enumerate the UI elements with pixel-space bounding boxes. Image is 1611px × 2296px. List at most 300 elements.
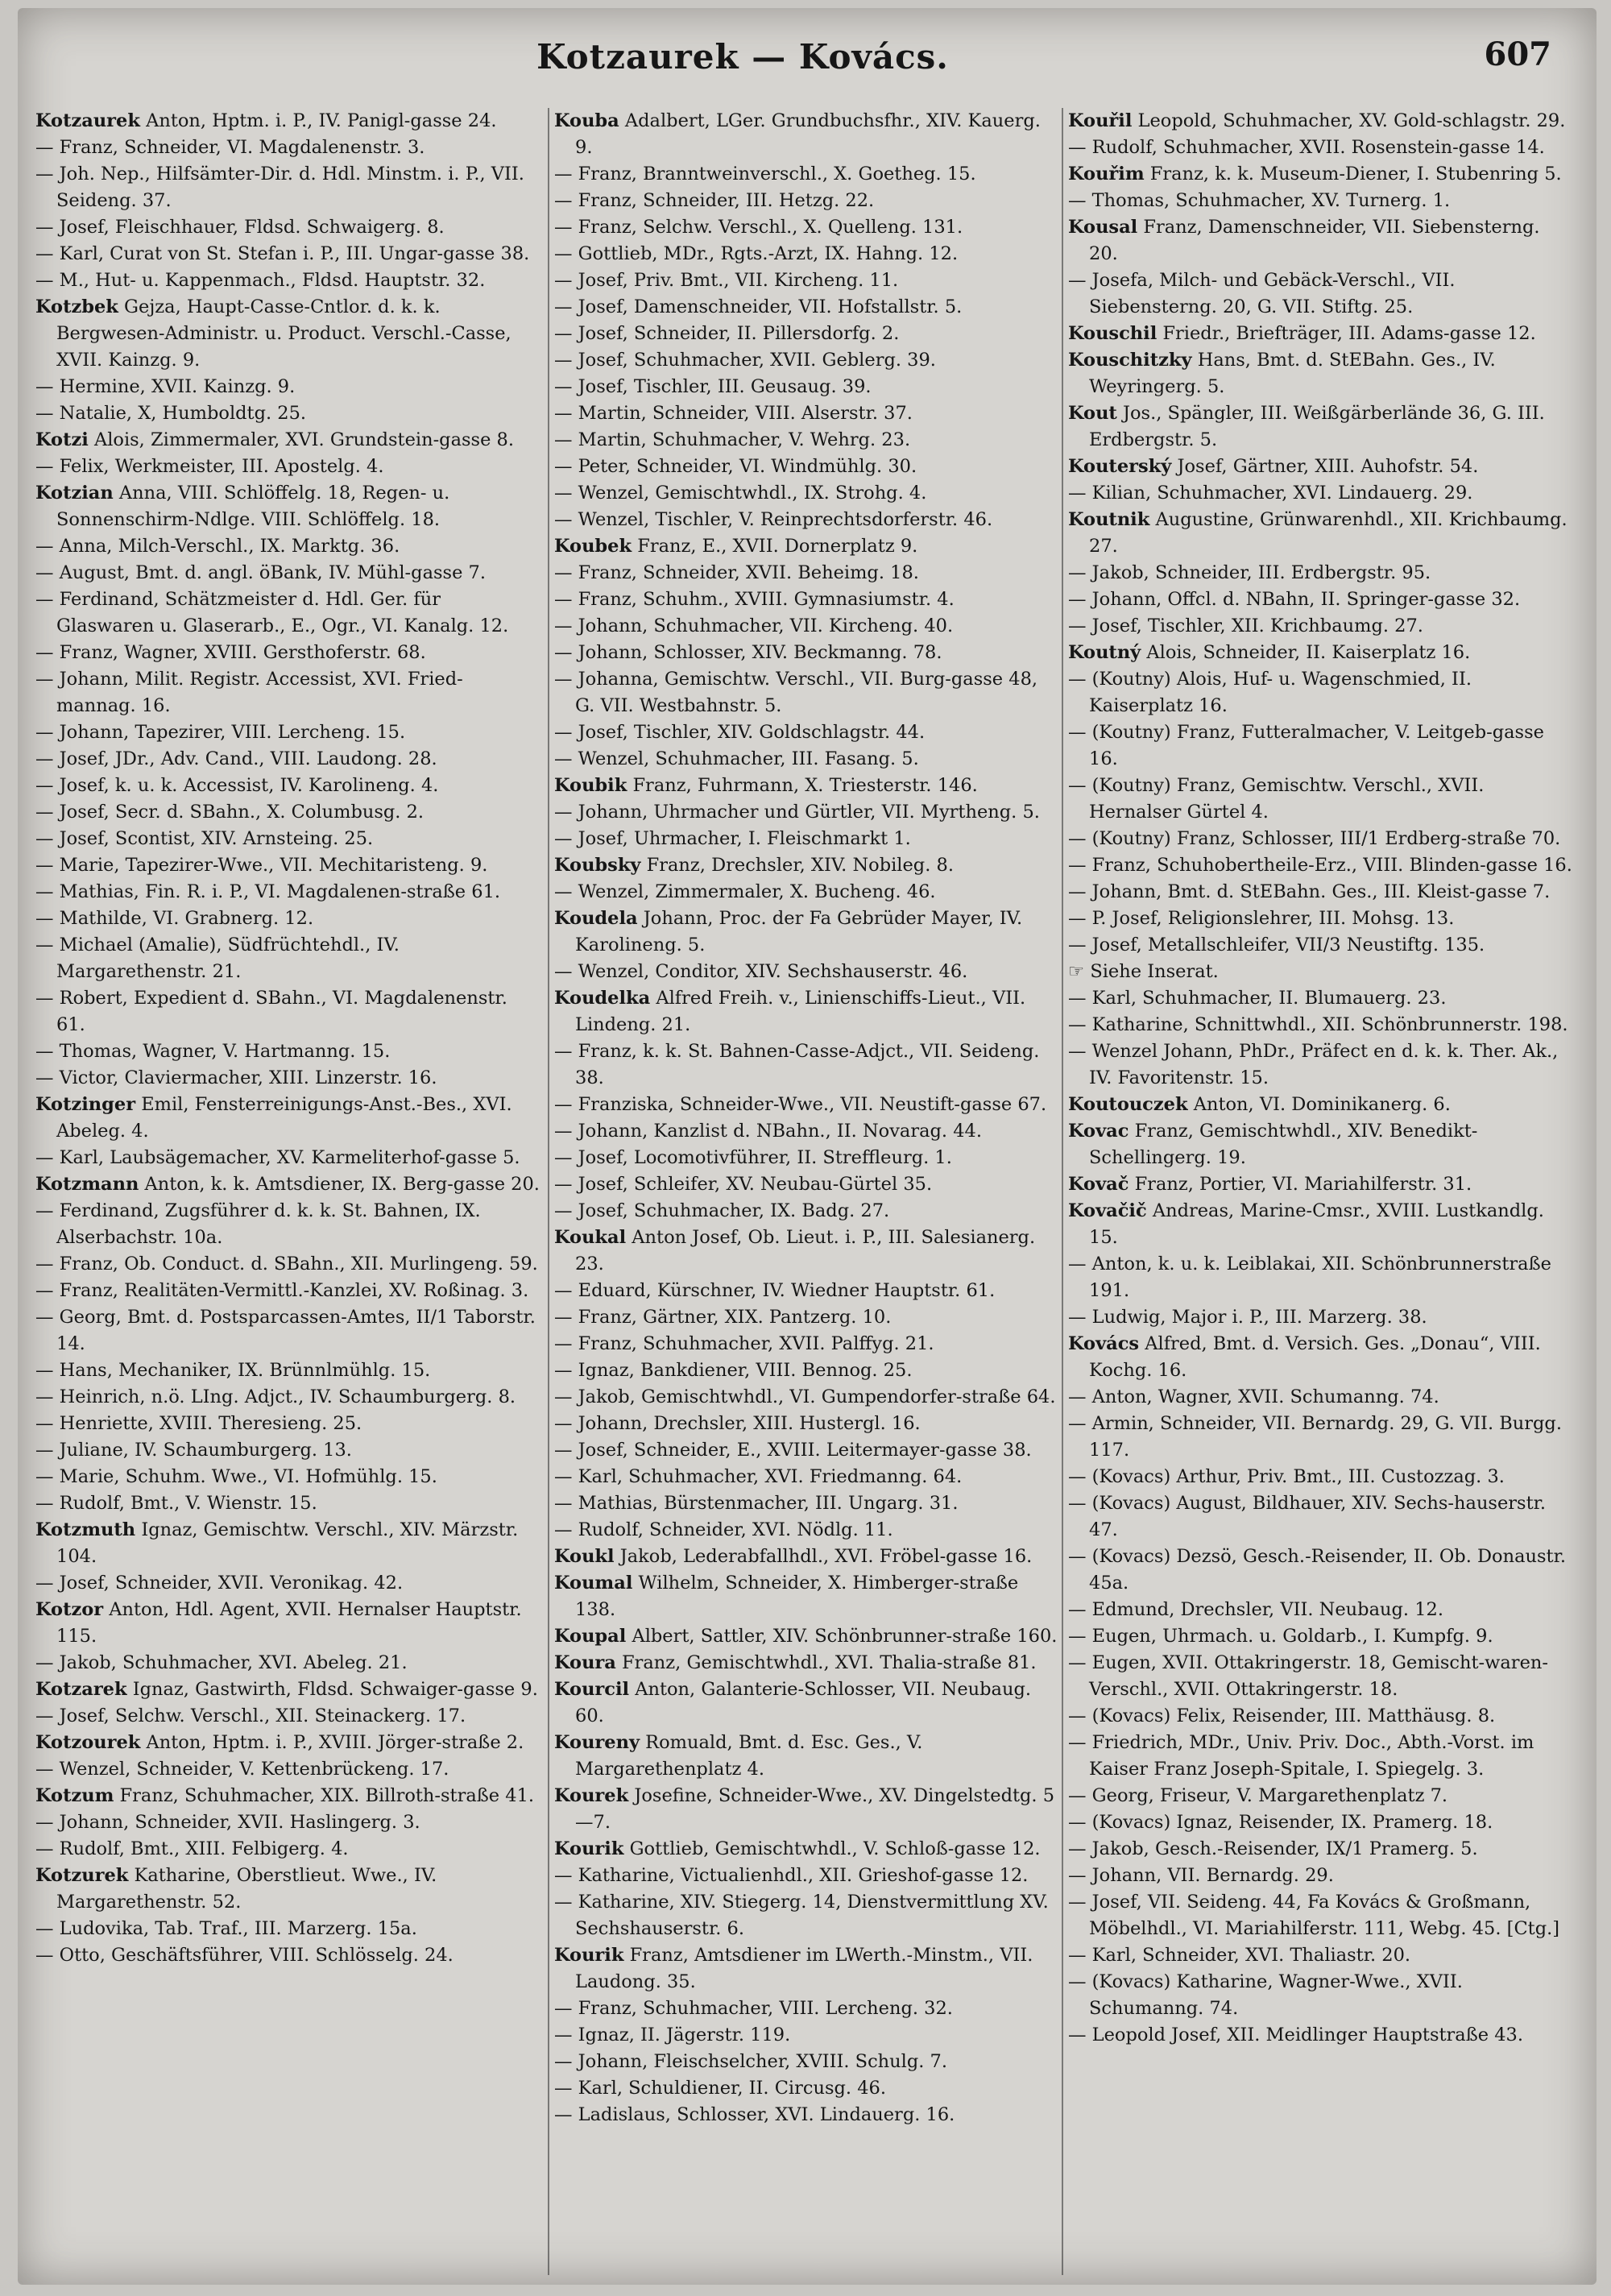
directory-entry <box>35 719 541 746</box>
entry-text: — Ludovika, Tab. Traf., III. Marzerg. 15a. <box>35 1918 417 1939</box>
entry-text: — (Koutny) Alois, Huf- u. Wagenschmied, II. Kaiserplatz 16. <box>1068 669 1472 716</box>
entry-text: Augustine, Grünwarenhdl., XII. Krichbaumg. 27. <box>1089 509 1568 557</box>
entry-surname: Koumal <box>554 1573 633 1594</box>
directory-entry <box>554 1517 1060 1544</box>
directory-entry <box>554 188 1060 214</box>
directory-entry <box>1068 879 1574 906</box>
entry-text: — Ignaz, Bankdiener, VIII. Bennog. 25. <box>554 1360 913 1381</box>
directory-entry <box>1068 1783 1574 1809</box>
entry-text: — Franz, Schneider, XVII. Beheimg. 18. <box>554 562 919 583</box>
entry-surname: Kouschil <box>1068 323 1158 344</box>
entry-text: — Mathilde, VI. Grabnerg. 12. <box>35 908 314 929</box>
entry-surname: Kotzurek <box>35 1865 129 1886</box>
entry-surname: Kotzian <box>35 483 114 504</box>
directory-entry <box>35 135 541 161</box>
directory-entry <box>1068 985 1574 1012</box>
directory-entry <box>554 161 1060 188</box>
entry-surname: Kouřim <box>1068 164 1145 184</box>
directory-entry <box>1068 906 1574 932</box>
directory-entry <box>35 773 541 799</box>
directory-entry <box>35 533 541 560</box>
directory-entry <box>1068 1198 1574 1251</box>
entry-text: — Rudolf, Schuhmacher, XVII. Rosenstein-gasse 14. <box>1068 137 1545 158</box>
entry-text: — Josef, Priv. Bmt., VII. Kircheng. 11. <box>554 270 899 291</box>
entry-surname: Kovačič <box>1068 1200 1147 1221</box>
entry-text: Albert, Sattler, XIV. Schönbrunner-straße 160. <box>626 1626 1058 1647</box>
entry-text: Franz, Amtsdiener im LWerth.-Minstm., VII. Laudong. 35. <box>575 1945 1033 1992</box>
entry-text: Katharine, Oberstlieut. Wwe., IV. Margarethenstr. 52. <box>56 1865 437 1913</box>
directory-entry <box>1068 1331 1574 1384</box>
entry-text: — Eugen, Uhrmach. u. Goldarb., I. Kumpfg. 9. <box>1068 1626 1493 1647</box>
directory-entry <box>554 879 1060 906</box>
directory-column-2 <box>554 108 1060 2128</box>
entry-text: — Franz, Branntweinverschl., X. Goetheg. 15. <box>554 164 976 184</box>
entry-text: Hans, Bmt. d. StEBahn. Ges., IV. Weyringerg. 5. <box>1089 350 1496 397</box>
entry-text: — Edmund, Drechsler, VII. Neubaug. 12. <box>1068 1599 1443 1620</box>
directory-entry <box>554 1544 1060 1570</box>
directory-entry <box>35 1384 541 1411</box>
entry-text: Leopold, Schuhmacher, XV. Gold-schlagstr. 29. <box>1132 110 1566 131</box>
entry-text: — Franz, k. k. St. Bahnen-Casse-Adjct., VII. Seideng. 38. <box>554 1041 1040 1088</box>
directory-entry <box>35 640 541 666</box>
directory-entry <box>35 267 541 294</box>
directory-entry <box>554 826 1060 852</box>
directory-entry <box>35 480 541 533</box>
directory-entry <box>554 1171 1060 1198</box>
directory-entry <box>554 1863 1060 1889</box>
directory-entry <box>35 906 541 932</box>
entry-surname: Koukl <box>554 1546 615 1567</box>
entry-text: Anton, k. k. Amtsdiener, IX. Berg-gasse 20. <box>139 1174 540 1195</box>
entry-surname: Kotzarek <box>35 1679 127 1700</box>
entry-surname: Koureny <box>554 1732 640 1753</box>
entry-text: Jakob, Lederabfallhdl., XVI. Fröbel-gasse 16. <box>614 1546 1033 1567</box>
directory-entry <box>1068 321 1574 347</box>
entry-text: — Johann, Milit. Registr. Accessist, XVI. Fried-mannag. 16. <box>35 669 463 716</box>
directory-entry <box>1068 773 1574 826</box>
entry-text: Anton, Hdl. Agent, XVII. Hernalser Hauptstr. 115. <box>56 1599 522 1647</box>
entry-text: — Martin, Schneider, VIII. Alserstr. 37. <box>554 403 913 424</box>
entry-text: — (Koutny) Franz, Futteralmacher, V. Leitgeb-gasse 16. <box>1068 722 1544 769</box>
entry-text: — Karl, Schneider, XVI. Thaliastr. 20. <box>1068 1945 1411 1966</box>
directory-entry <box>35 1198 541 1251</box>
entry-text: — Franz, Schneider, III. Hetzg. 22. <box>554 190 875 211</box>
entry-text: Anton, Hptm. i. P., IV. Panigl-gasse 24. <box>139 110 497 131</box>
directory-entry <box>1068 267 1574 321</box>
directory-entry <box>554 1570 1060 1623</box>
entry-text: Jos., Spängler, III. Weißgärberlände 36, G. III. Erdbergstr. 5. <box>1089 403 1545 450</box>
directory-entry <box>35 294 541 374</box>
entry-text: Anton, Galanterie-Schlosser, VII. Neubaug. 60. <box>575 1679 1032 1726</box>
entry-text: Anton Josef, Ob. Lieut. i. P., III. Salesianerg. 23. <box>575 1227 1036 1274</box>
column-divider <box>548 108 549 2275</box>
entry-text: — Joh. Nep., Hilfsämter-Dir. d. Hdl. Minstm. i. P., VII. Seideng. 37. <box>35 164 524 211</box>
directory-entry <box>554 1650 1060 1676</box>
directory-entry <box>554 374 1060 400</box>
entry-text: — Josef, Fleischhauer, Fldsd. Schwaigerg. 8. <box>35 217 445 238</box>
entry-text: — (Koutny) Franz, Gemischtw. Verschl., XVII. Hernalser Gürtel 4. <box>1068 775 1485 823</box>
entry-text: Alfred, Bmt. d. Versich. Ges. „Donau“, VIII. Kochg. 16. <box>1089 1333 1541 1381</box>
entry-text: Franz, Gemischtwhdl., XVI. Thalia-straße 81. <box>615 1652 1037 1673</box>
entry-text: — Wenzel, Tischler, V. Reinprechtsdorferstr. 46. <box>554 509 993 530</box>
directory-entry <box>35 1650 541 1676</box>
entry-text: — Karl, Curat von St. Stefan i. P., III. Ungar-gasse 38. <box>35 243 530 264</box>
directory-entry <box>35 1676 541 1703</box>
entry-surname: Kourik <box>554 1945 624 1966</box>
entry-text: Friedr., Briefträger, III. Adams-gasse 12. <box>1157 323 1536 344</box>
directory-entry <box>35 374 541 400</box>
directory-entry <box>554 746 1060 773</box>
entry-text: — Kilian, Schuhmacher, XVI. Lindauerg. 29. <box>1068 483 1473 504</box>
directory-entry <box>554 1464 1060 1490</box>
directory-entry <box>554 1411 1060 1437</box>
entry-text: — Franz, Schuhobertheile-Erz., VIII. Blinden-gasse 16. <box>1068 855 1572 876</box>
entry-text: — Wenzel, Schneider, V. Kettenbrückeng. 17. <box>35 1759 449 1780</box>
entry-text: — Ludwig, Major i. P., III. Marzerg. 38. <box>1068 1307 1427 1328</box>
directory-entry <box>554 2022 1060 2049</box>
directory-entry <box>35 1171 541 1198</box>
directory-entry <box>35 1145 541 1171</box>
entry-text: — Josef, Secr. d. SBahn., X. Columbusg. 2. <box>35 802 424 823</box>
directory-entry <box>1068 1703 1574 1730</box>
directory-entry <box>1068 1038 1574 1092</box>
entry-text: — Johann, VII. Bernardg. 29. <box>1068 1865 1334 1886</box>
directory-entry <box>35 746 541 773</box>
directory-entry <box>1068 640 1574 666</box>
entry-surname: Kotzaurek <box>35 110 140 131</box>
entry-text: — Hermine, XVII. Kainzg. 9. <box>35 376 296 397</box>
entry-text: — Katharine, Schnittwhdl., XII. Schönbrunnerstr. 198. <box>1068 1014 1568 1035</box>
entry-text: — Franz, Realitäten-Vermittl.-Kanzlei, XV. Roßinag. 3. <box>35 1280 529 1301</box>
entry-text: — Henriette, XVIII. Theresieng. 25. <box>35 1413 362 1434</box>
entry-text: Franz, Schuhmacher, XIX. Billroth-straße 41. <box>114 1785 535 1806</box>
entry-text: — Natalie, X, Humboldtg. 25. <box>35 403 307 424</box>
entry-text: — Johann, Drechsler, XIII. Hustergl. 16. <box>554 1413 921 1434</box>
entry-text: — (Koutny) Franz, Schlosser, III/1 Erdberg-straße 70. <box>1068 828 1561 849</box>
directory-entry <box>1068 1251 1574 1304</box>
directory-entry <box>35 932 541 985</box>
entry-text: — Anton, Wagner, XVII. Schumanng. 74. <box>1068 1386 1439 1407</box>
entry-text: — Karl, Schuldiener, II. Circusg. 46. <box>554 2078 887 2099</box>
directory-entry <box>1068 1304 1574 1331</box>
directory-entry <box>1068 719 1574 773</box>
entry-text: — Jakob, Schneider, III. Erdbergstr. 95. <box>1068 562 1431 583</box>
entry-text: — Wenzel, Conditor, XIV. Sechshauserstr. 46. <box>554 961 968 982</box>
entry-text: — Wenzel, Zimmermaler, X. Bucheng. 46. <box>554 881 936 902</box>
entry-text: — Josefa, Milch- und Gebäck-Verschl., VII. Siebensterng. 20, G. VII. Stiftg. 25. <box>1068 270 1456 317</box>
entry-text: — Karl, Laubsägemacher, XV. Karmeliterhof-gasse 5. <box>35 1147 520 1168</box>
directory-entry <box>1068 400 1574 454</box>
directory-entry <box>1068 1969 1574 2022</box>
entry-text: Alois, Schneider, II. Kaiserplatz 16. <box>1141 642 1471 663</box>
directory-entry <box>1068 1889 1574 1942</box>
directory-entry <box>554 1889 1060 1942</box>
directory-entry <box>35 1756 541 1783</box>
entry-text: — Eugen, XVII. Ottakringerstr. 18, Gemischt-waren-Verschl., XVII. Ottakringerstr. 18. <box>1068 1652 1548 1700</box>
page-number: 607 <box>1484 35 1551 73</box>
directory-entry <box>554 2075 1060 2102</box>
directory-entry <box>554 1676 1060 1730</box>
entry-surname: Koudelka <box>554 988 651 1009</box>
directory-column-1 <box>35 108 541 1969</box>
entry-text: — Josef, Tischler, III. Geusaug. 39. <box>554 376 872 397</box>
entry-text: Alfred Freih. v., Linienschiffs-Lieut., VII. Lindeng. 21. <box>575 988 1026 1035</box>
directory-entry <box>554 454 1060 480</box>
directory-entry <box>1068 959 1574 985</box>
entry-text: — Josef, Selchw. Verschl., XII. Steinackerg. 17. <box>35 1705 466 1726</box>
directory-entry <box>35 1464 541 1490</box>
entry-surname: Kout <box>1068 403 1117 424</box>
entry-text: ☞ Siehe Inserat. <box>1068 961 1219 982</box>
directory-entry <box>35 985 541 1038</box>
entry-text: — Josef, VII. Seideng. 44, Fa Kovács & Großmann, Möbelhdl., VI. Mariahilferstr. 111, Webg. 45. [Ctg.] <box>1068 1892 1560 1939</box>
directory-entry <box>1068 1544 1574 1597</box>
entry-surname: Kotzbek <box>35 296 118 317</box>
entry-surname: Kotzourek <box>35 1732 141 1753</box>
entry-text: — Marie, Schuhm. Wwe., VI. Hofmühlg. 15. <box>35 1466 437 1487</box>
entry-text: — Johann, Schneider, XVII. Haslingerg. 3. <box>35 1812 420 1833</box>
directory-entry <box>554 533 1060 560</box>
entry-text: — Georg, Friseur, V. Margarethenplatz 7. <box>1068 1785 1448 1806</box>
entry-text: — Johanna, Gemischtw. Verschl., VII. Burg-gasse 48, G. VII. Westbahnstr. 5. <box>554 669 1038 716</box>
entry-text: — Johann, Schlosser, XIV. Beckmanng. 78. <box>554 642 942 663</box>
entry-text: — Gottlieb, MDr., Rgts.-Arzt, IX. Hahng. 12. <box>554 243 959 264</box>
entry-text: — Friedrich, MDr., Univ. Priv. Doc., Abth.-Vorst. im Kaiser Franz Joseph-Spitale, I. Spiegelg. 3. <box>1068 1732 1534 1780</box>
directory-entry <box>1068 1597 1574 1623</box>
directory-entry <box>1068 852 1574 879</box>
entry-text: — Georg, Bmt. d. Postsparcassen-Amtes, II/1 Taborstr. 14. <box>35 1307 536 1354</box>
entry-text: — Josef, Tischler, XIV. Goldschlagstr. 44. <box>554 722 926 743</box>
entry-text: Anton, VI. Dominikanerg. 6. <box>1187 1094 1451 1115</box>
entry-text: — Josef, Schneider, II. Pillersdorfg. 2. <box>554 323 900 344</box>
directory-entry <box>35 1730 541 1756</box>
directory-entry <box>1068 188 1574 214</box>
entry-text: — Josef, Tischler, XII. Krichbaumg. 27. <box>1068 615 1423 636</box>
entry-text: — Thomas, Schuhmacher, XV. Turnerg. 1. <box>1068 190 1451 211</box>
directory-entry <box>1068 1490 1574 1544</box>
entry-surname: Kotzor <box>35 1599 104 1620</box>
directory-entry <box>35 1065 541 1092</box>
entry-text: — Mathias, Fin. R. i. P., VI. Magdalenen-straße 61. <box>35 881 501 902</box>
directory-entry <box>554 2102 1060 2128</box>
entry-text: — Juliane, IV. Schaumburgerg. 13. <box>35 1440 352 1461</box>
entry-surname: Kotzinger <box>35 1094 136 1115</box>
directory-entry <box>1068 1118 1574 1171</box>
directory-entry <box>554 507 1060 533</box>
directory-entry <box>554 1092 1060 1118</box>
entry-text: — Heinrich, n.ö. LIng. Adjct., IV. Schaumburgerg. 8. <box>35 1386 516 1407</box>
directory-entry <box>35 1916 541 1942</box>
entry-text: — Martin, Schuhmacher, V. Wehrg. 23. <box>554 429 911 450</box>
entry-surname: Kotzi <box>35 429 89 450</box>
entry-text: Gottlieb, Gemischtwhdl., V. Schloß-gasse 12. <box>623 1838 1041 1859</box>
entry-text: — Josef, Locomotivführer, II. Streffleurg. 1. <box>554 1147 952 1168</box>
directory-entry <box>35 1517 541 1570</box>
entry-surname: Koutný <box>1068 642 1141 663</box>
entry-text: — Franz, Schuhmacher, VIII. Lercheng. 32. <box>554 1998 953 2019</box>
directory-column-3 <box>1068 108 1574 2049</box>
entry-text: — Victor, Claviermacher, XIII. Linzerstr. 16. <box>35 1067 437 1088</box>
entry-text: Andreas, Marine-Cmsr., XVIII. Lustkandlg. 15. <box>1089 1200 1544 1248</box>
directory-entry <box>1068 1411 1574 1464</box>
entry-text: — Franz, Gärtner, XIX. Pantzerg. 10. <box>554 1307 892 1328</box>
directory-entry <box>35 1278 541 1304</box>
directory-entry <box>35 214 541 241</box>
directory-entry <box>35 1411 541 1437</box>
directory-entry <box>1068 1836 1574 1863</box>
entry-surname: Kousal <box>1068 217 1138 238</box>
directory-entry <box>554 1942 1060 1996</box>
entry-surname: Koutnik <box>1068 509 1150 530</box>
directory-entry <box>554 294 1060 321</box>
entry-surname: Koutouczek <box>1068 1094 1188 1115</box>
entry-text: — Johann, Kanzlist d. NBahn., II. Novarag. 44. <box>554 1121 982 1142</box>
directory-entry <box>554 1225 1060 1278</box>
directory-entry <box>554 1623 1060 1650</box>
directory-entry <box>35 400 541 427</box>
entry-text: Franz, Fuhrmann, X. Triesterstr. 146. <box>627 775 978 796</box>
directory-entry <box>554 241 1060 267</box>
directory-entry <box>1068 1863 1574 1889</box>
entry-surname: Kotzmuth <box>35 1519 136 1540</box>
directory-entry <box>1068 1012 1574 1038</box>
entry-surname: Kotzmann <box>35 1174 139 1195</box>
entry-text: — Josef, Damenschneider, VII. Hofstallstr. 5. <box>554 296 963 317</box>
directory-entry <box>554 1437 1060 1464</box>
directory-entry <box>554 2049 1060 2075</box>
entry-text: — Franz, Ob. Conduct. d. SBahn., XII. Murlingeng. 59. <box>35 1254 538 1274</box>
entry-text: Alois, Zimmermaler, XVI. Grundstein-gasse 8. <box>88 429 515 450</box>
directory-entry <box>554 586 1060 613</box>
entry-text: — Johann, Fleischselcher, XVIII. Schulg. 7. <box>554 2051 948 2072</box>
directory-entry <box>35 879 541 906</box>
entry-surname: Koukal <box>554 1227 627 1248</box>
directory-entry <box>1068 1942 1574 1969</box>
entry-text: — Josef, Schuhmacher, XVII. Geblerg. 39. <box>554 350 936 371</box>
entry-text: — (Kovacs) Felix, Reisender, III. Matthäusg. 8. <box>1068 1705 1496 1726</box>
entry-surname: Kouterský <box>1068 456 1172 477</box>
directory-entry <box>554 799 1060 826</box>
directory-entry <box>554 906 1060 959</box>
entry-surname: Kouřil <box>1068 110 1133 131</box>
entry-text: — Ladislaus, Schlosser, XVI. Lindauerg. 16. <box>554 2104 955 2125</box>
entry-text: — Ferdinand, Zugsführer d. k. k. St. Bahnen, IX. Alserbachstr. 10a. <box>35 1200 481 1248</box>
entry-surname: Kourek <box>554 1785 629 1806</box>
directory-entry <box>1068 2022 1574 2049</box>
entry-text: — Jakob, Gesch.-Reisender, IX/1 Pramerg. 5. <box>1068 1838 1478 1859</box>
entry-text: Franz, k. k. Museum-Diener, I. Stubenring 5. <box>1144 164 1562 184</box>
entry-text: — Johann, Tapezirer, VIII. Lercheng. 15. <box>35 722 406 743</box>
entry-text: — (Kovacs) August, Bildhauer, XIV. Sechs-hauserstr. 47. <box>1068 1493 1547 1540</box>
directory-entry <box>554 400 1060 427</box>
directory-entry <box>554 480 1060 507</box>
entry-text: Ignaz, Gastwirth, Fldsd. Schwaiger-gasse 9. <box>126 1679 538 1700</box>
entry-text: — Ignaz, II. Jägerstr. 119. <box>554 2025 791 2045</box>
directory-entry <box>554 1384 1060 1411</box>
entry-text: Josef, Gärtner, XIII. Auhofstr. 54. <box>1171 456 1479 477</box>
entry-text: — P. Josef, Religionslehrer, III. Mohsg. 13. <box>1068 908 1455 929</box>
entry-text: — Leopold Josef, XII. Meidlinger Hauptstraße 43. <box>1068 2025 1523 2045</box>
entry-text: — Karl, Schuhmacher, XVI. Friedmanng. 64. <box>554 1466 963 1487</box>
directory-entry <box>35 1570 541 1597</box>
entry-text: Wilhelm, Schneider, X. Himberger-straße 138. <box>575 1573 1019 1620</box>
directory-entry <box>35 826 541 852</box>
directory-entry <box>35 241 541 267</box>
directory-entry <box>1068 826 1574 852</box>
directory-entry <box>35 666 541 719</box>
entry-text: Romuald, Bmt. d. Esc. Ges., V. Margarethenplatz 4. <box>575 1732 923 1780</box>
entry-text: Franz, Portier, VI. Mariahilferstr. 31. <box>1129 1174 1472 1195</box>
entry-text: — Josef, Scontist, XIV. Arnsteing. 25. <box>35 828 374 849</box>
directory-entry <box>554 1836 1060 1863</box>
entry-text: Franz, Drechsler, XIV. Nobileg. 8. <box>640 855 954 876</box>
entry-surname: Kouba <box>554 110 619 131</box>
entry-text: — Karl, Schuhmacher, II. Blumauerg. 23. <box>1068 988 1447 1009</box>
entry-surname: Koubek <box>554 536 632 557</box>
directory-entry <box>35 454 541 480</box>
directory-entry <box>554 1304 1060 1331</box>
entry-text: — Josef, Metallschleifer, VII/3 Neustiftg. 135. <box>1068 935 1485 955</box>
entry-text: — Johann, Bmt. d. StEBahn. Ges., III. Kleist-gasse 7. <box>1068 881 1551 902</box>
directory-entry <box>554 267 1060 294</box>
entry-surname: Kourcil <box>554 1679 630 1700</box>
entry-text: — (Kovacs) Arthur, Priv. Bmt., III. Custozzag. 3. <box>1068 1466 1505 1487</box>
directory-entry <box>35 161 541 214</box>
entry-text: — Johann, Uhrmacher und Gürtler, VII. Myrtheng. 5. <box>554 802 1040 823</box>
entry-surname: Kourik <box>554 1838 624 1859</box>
directory-entry <box>554 108 1060 161</box>
directory-entry <box>35 852 541 879</box>
entry-text: Johann, Proc. der Fa Gebrüder Mayer, IV. Karolineng. 5. <box>575 908 1023 955</box>
entry-surname: Kovač <box>1068 1174 1129 1195</box>
entry-text: — Josef, Schleifer, XV. Neubau-Gürtel 35. <box>554 1174 933 1195</box>
directory-entry <box>554 640 1060 666</box>
entry-text: Ignaz, Gemischtw. Verschl., XIV. Märzstr. 104. <box>56 1519 519 1567</box>
directory-entry <box>35 1863 541 1916</box>
directory-entry <box>1068 1171 1574 1198</box>
entry-text: Gejza, Haupt-Casse-Cntlor. d. k. k. Bergwesen-Administr. u. Product. Verschl.-Casse, XVII. Kainzg. 9. <box>56 296 511 371</box>
directory-entry <box>35 108 541 135</box>
entry-text: — Franz, Wagner, XVIII. Gersthoferstr. 68. <box>35 642 426 663</box>
directory-entry <box>35 1836 541 1863</box>
entry-text: — Franz, Selchw. Verschl., X. Quelleng. 131. <box>554 217 963 238</box>
directory-entry <box>35 1251 541 1278</box>
entry-text: — Johann, Offcl. d. NBahn, II. Springer-gasse 32. <box>1068 589 1521 610</box>
entry-text: — Johann, Schuhmacher, VII. Kircheng. 40. <box>554 615 954 636</box>
entry-text: Franz, E., XVII. Dornerplatz 9. <box>632 536 918 557</box>
entry-text: — (Kovacs) Katharine, Wagner-Wwe., XVII. Schumanng. 74. <box>1068 1971 1463 2019</box>
directory-entry <box>554 985 1060 1038</box>
page-header <box>18 31 1597 87</box>
directory-entry <box>1068 454 1574 480</box>
directory-entry <box>35 1703 541 1730</box>
entry-surname: Koubik <box>554 775 627 796</box>
directory-entry <box>1068 613 1574 640</box>
entry-text: Emil, Fensterreinigungs-Anst.-Bes., XVI. Abeleg. 4. <box>56 1094 512 1142</box>
directory-entry <box>1068 560 1574 586</box>
directory-entry <box>35 1304 541 1357</box>
entry-text: — Wenzel, Schuhmacher, III. Fasang. 5. <box>554 748 919 769</box>
directory-entry <box>35 1092 541 1145</box>
entry-text: — Wenzel Johann, PhDr., Präfect en d. k. k. Ther. Ak., IV. Favoritenstr. 15. <box>1068 1041 1559 1088</box>
directory-entry <box>554 1038 1060 1092</box>
directory-entry <box>35 1038 541 1065</box>
entry-surname: Koupal <box>554 1626 627 1647</box>
entry-text: — Armin, Schneider, VII. Bernardg. 29, G. VII. Burgg. 117. <box>1068 1413 1562 1461</box>
directory-entry <box>554 959 1060 985</box>
directory-entry <box>1068 1464 1574 1490</box>
entry-text: — Ferdinand, Schätzmeister d. Hdl. Ger. für Glaswaren u. Glaserarb., E., Ogr., VI. Kanalg. 12. <box>35 589 509 636</box>
